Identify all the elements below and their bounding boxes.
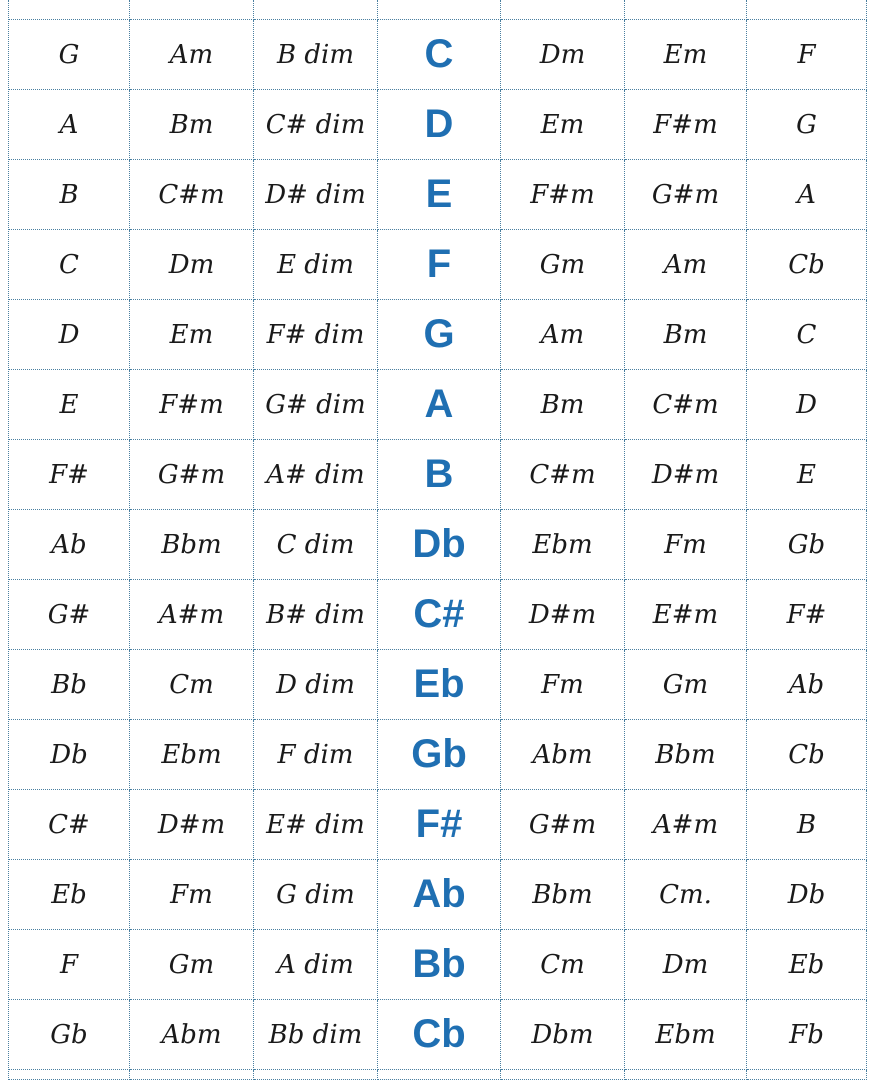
- chord-cell: D#m: [501, 580, 625, 650]
- chord-cell: Fm: [501, 650, 625, 720]
- chord-cell: F: [747, 20, 867, 90]
- chord-cell: C# dim: [254, 90, 378, 160]
- chord-cell: G# dim: [254, 370, 378, 440]
- chord-cell: E#m: [625, 580, 747, 650]
- chord-cell: Bbm: [625, 720, 747, 790]
- chord-cell: C#m: [501, 440, 625, 510]
- grid-cell-empty: [9, 0, 130, 20]
- chord-cell: Bbm: [501, 860, 625, 930]
- chord-cell: Ebm: [625, 1000, 747, 1070]
- chord-cell: A#m: [130, 580, 254, 650]
- chord-cell: Ab: [747, 650, 867, 720]
- chord-cell: Gb: [9, 1000, 130, 1070]
- chord-cell: Cb: [747, 230, 867, 300]
- grid-cell-empty: [9, 1070, 130, 1080]
- chord-cell: F#m: [501, 160, 625, 230]
- chord-cell: Bm: [501, 370, 625, 440]
- chord-cell: Em: [130, 300, 254, 370]
- chord-cell: F#m: [625, 90, 747, 160]
- chord-cell: Bb: [9, 650, 130, 720]
- chord-cell: C: [747, 300, 867, 370]
- chord-cell: Fm: [130, 860, 254, 930]
- chord-cell: Abm: [130, 1000, 254, 1070]
- chord-cell: D#m: [130, 790, 254, 860]
- chord-cell: D dim: [254, 650, 378, 720]
- chord-cell: Am: [130, 20, 254, 90]
- key-cell: A: [378, 370, 501, 440]
- chord-cell: Gm: [501, 230, 625, 300]
- key-cell: C#: [378, 580, 501, 650]
- chord-cell: C#m: [130, 160, 254, 230]
- chord-cell: Bm: [130, 90, 254, 160]
- chord-cell: B# dim: [254, 580, 378, 650]
- chord-cell: A: [9, 90, 130, 160]
- chord-cell: Am: [501, 300, 625, 370]
- chord-cell: D# dim: [254, 160, 378, 230]
- chord-cell: F#m: [130, 370, 254, 440]
- chord-cell: G dim: [254, 860, 378, 930]
- grid-cell-empty: [130, 0, 254, 20]
- chord-cell: Em: [501, 90, 625, 160]
- chord-cell: Eb: [9, 860, 130, 930]
- chord-cell: F#: [9, 440, 130, 510]
- chord-cell: Bb dim: [254, 1000, 378, 1070]
- grid-cell-empty: [130, 1070, 254, 1080]
- grid-cell-empty: [625, 1070, 747, 1080]
- chord-cell: F# dim: [254, 300, 378, 370]
- grid-cell-empty: [501, 1070, 625, 1080]
- chord-chart-grid: [8, 0, 867, 1080]
- key-cell: F#: [378, 790, 501, 860]
- chord-cell: C#m: [625, 370, 747, 440]
- key-cell: Cb: [378, 1000, 501, 1070]
- chord-cell: Db: [747, 860, 867, 930]
- key-cell: Db: [378, 510, 501, 580]
- chord-cell: E: [747, 440, 867, 510]
- chord-cell: B: [9, 160, 130, 230]
- chord-cell: D: [9, 300, 130, 370]
- chord-cell: Cm: [130, 650, 254, 720]
- chord-cell: Abm: [501, 720, 625, 790]
- grid-cell-empty: [254, 1070, 378, 1080]
- grid-cell-empty: [625, 0, 747, 20]
- chord-cell: G#m: [130, 440, 254, 510]
- chord-cell: E: [9, 370, 130, 440]
- key-cell: Bb: [378, 930, 501, 1000]
- chord-cell: Bm: [625, 300, 747, 370]
- chord-cell: Gb: [747, 510, 867, 580]
- chord-cell: C dim: [254, 510, 378, 580]
- chord-cell: Dbm: [501, 1000, 625, 1070]
- chord-cell: G: [9, 20, 130, 90]
- chord-cell: Db: [9, 720, 130, 790]
- chord-cell: D: [747, 370, 867, 440]
- chord-cell: Ab: [9, 510, 130, 580]
- chord-cell: A# dim: [254, 440, 378, 510]
- grid-cell-empty: [378, 1070, 501, 1080]
- grid-cell-empty: [378, 0, 501, 20]
- grid-cell-empty: [747, 1070, 867, 1080]
- chord-cell: F dim: [254, 720, 378, 790]
- chord-cell: F#: [747, 580, 867, 650]
- chord-cell: G: [747, 90, 867, 160]
- chord-cell: A: [747, 160, 867, 230]
- chord-cell: C: [9, 230, 130, 300]
- chord-cell: D#m: [625, 440, 747, 510]
- chord-cell: Cb: [747, 720, 867, 790]
- key-cell: Eb: [378, 650, 501, 720]
- key-cell: G: [378, 300, 501, 370]
- chord-cell: Fb: [747, 1000, 867, 1070]
- chord-cell: E# dim: [254, 790, 378, 860]
- key-cell: F: [378, 230, 501, 300]
- chord-cell: G#m: [501, 790, 625, 860]
- key-cell: Gb: [378, 720, 501, 790]
- key-cell: Ab: [378, 860, 501, 930]
- key-cell: E: [378, 160, 501, 230]
- grid-cell-empty: [501, 0, 625, 20]
- chord-cell: Gm: [130, 930, 254, 1000]
- chord-cell: Em: [625, 20, 747, 90]
- chord-cell: Fm: [625, 510, 747, 580]
- key-cell: B: [378, 440, 501, 510]
- chord-cell: G#: [9, 580, 130, 650]
- chord-cell: Ebm: [501, 510, 625, 580]
- chord-cell: Dm: [130, 230, 254, 300]
- chord-cell: G#m: [625, 160, 747, 230]
- grid-cell-empty: [254, 0, 378, 20]
- chord-cell: Cm: [501, 930, 625, 1000]
- chord-cell: F: [9, 930, 130, 1000]
- chord-cell: C#: [9, 790, 130, 860]
- chord-cell: B: [747, 790, 867, 860]
- chord-cell: Eb: [747, 930, 867, 1000]
- key-cell: C: [378, 20, 501, 90]
- grid-cell-empty: [747, 0, 867, 20]
- chord-cell: Cm.: [625, 860, 747, 930]
- chord-cell: Am: [625, 230, 747, 300]
- chord-cell: Gm: [625, 650, 747, 720]
- chord-cell: A dim: [254, 930, 378, 1000]
- chord-cell: A#m: [625, 790, 747, 860]
- chord-cell: Bbm: [130, 510, 254, 580]
- chord-cell: B dim: [254, 20, 378, 90]
- chord-cell: E dim: [254, 230, 378, 300]
- chord-cell: Dm: [625, 930, 747, 1000]
- chord-cell: Dm: [501, 20, 625, 90]
- chord-cell: Ebm: [130, 720, 254, 790]
- key-cell: D: [378, 90, 501, 160]
